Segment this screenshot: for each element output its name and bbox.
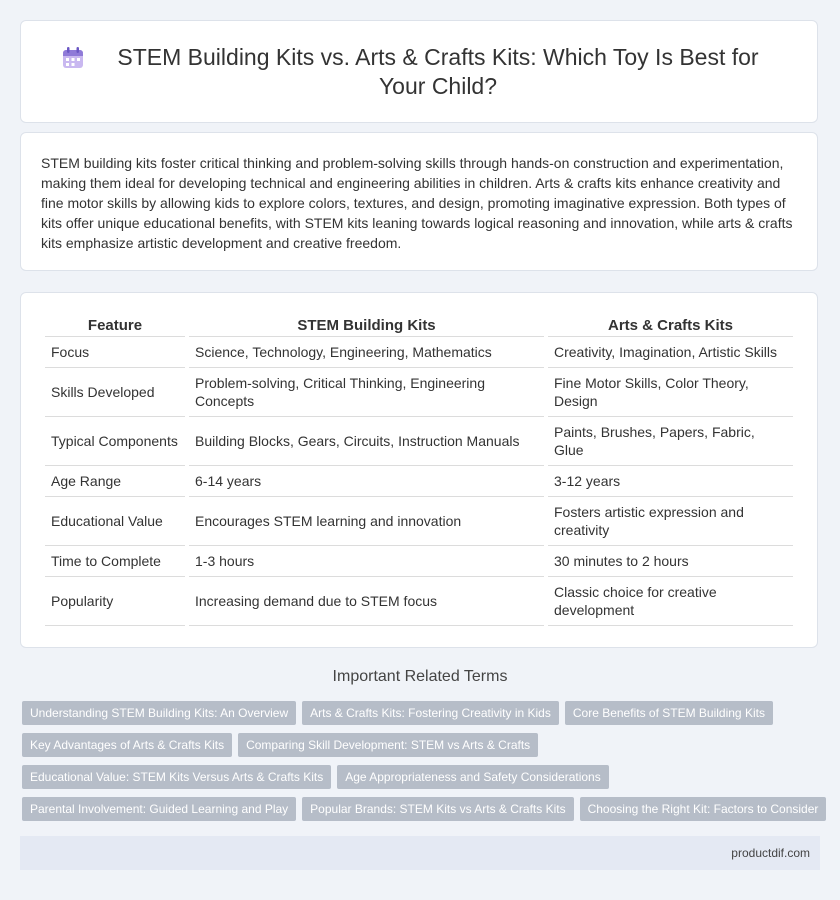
cell-arts: Paints, Brushes, Papers, Fabric, Glue: [548, 417, 793, 466]
tag-row: [22, 733, 822, 757]
table-row: [45, 497, 793, 546]
tag-row: [22, 701, 822, 725]
calendar-icon: [61, 46, 85, 70]
cell-feature: Skills Developed: [45, 368, 185, 417]
table-row: [45, 368, 793, 417]
footer-site-link[interactable]: productdif.com: [731, 846, 810, 860]
cell-feature: Educational Value: [45, 497, 185, 546]
cell-arts: Fine Motor Skills, Color Theory, Design: [548, 368, 793, 417]
header-card: [20, 20, 818, 123]
table-row: [45, 466, 793, 497]
related-terms-title: Important Related Terms: [332, 668, 508, 685]
cell-feature: Popularity: [45, 577, 185, 626]
comparison-table-card: [20, 292, 818, 648]
cell-stem: Building Blocks, Gears, Circuits, Instruction Manuals: [189, 417, 544, 466]
related-tag[interactable]: Understanding STEM Building Kits: An Overview: [22, 701, 296, 725]
related-tag[interactable]: Arts & Crafts Kits: Fostering Creativity in Kids: [302, 701, 559, 725]
cell-stem: Science, Technology, Engineering, Mathematics: [189, 337, 544, 368]
cell-arts: 30 minutes to 2 hours: [548, 546, 793, 577]
header-arts: Arts & Crafts Kits: [548, 309, 793, 337]
cell-arts: 3-12 years: [548, 466, 793, 497]
related-tag[interactable]: Key Advantages of Arts & Crafts Kits: [22, 733, 232, 757]
related-tag[interactable]: Educational Value: STEM Kits Versus Arts & Crafts Kits: [22, 765, 331, 789]
cell-feature: Focus: [45, 337, 185, 368]
table-row: [45, 417, 793, 466]
cell-stem: 6-14 years: [189, 466, 544, 497]
footer: [20, 836, 820, 870]
table-header-row: [45, 309, 793, 337]
header-inner: [61, 43, 777, 101]
related-tag[interactable]: Core Benefits of STEM Building Kits: [565, 701, 773, 725]
tag-row: [22, 797, 822, 821]
cell-arts: Creativity, Imagination, Artistic Skills: [548, 337, 793, 368]
cell-feature: Age Range: [45, 466, 185, 497]
cell-feature: Typical Components: [45, 417, 185, 466]
table-row: [45, 337, 793, 368]
cell-stem: Increasing demand due to STEM focus: [189, 577, 544, 626]
comparison-table: [41, 309, 797, 626]
table-row: [45, 577, 793, 626]
related-tag[interactable]: Comparing Skill Development: STEM vs Arts & Crafts: [238, 733, 538, 757]
cell-stem: Problem-solving, Critical Thinking, Engineering Concepts: [189, 368, 544, 417]
cell-arts: Classic choice for creative development: [548, 577, 793, 626]
related-tag[interactable]: Age Appropriateness and Safety Considerations: [337, 765, 609, 789]
header-feature: Feature: [45, 309, 185, 337]
related-terms-tags: [22, 701, 822, 829]
header-stem: STEM Building Kits: [189, 309, 544, 337]
summary-card: [20, 132, 818, 271]
cell-feature: Time to Complete: [45, 546, 185, 577]
cell-stem: Encourages STEM learning and innovation: [189, 497, 544, 546]
related-tag[interactable]: Popular Brands: STEM Kits vs Arts & Crafts Kits: [302, 797, 573, 821]
related-tag[interactable]: Parental Involvement: Guided Learning and Play: [22, 797, 296, 821]
cell-arts: Fosters artistic expression and creativity: [548, 497, 793, 546]
related-tag[interactable]: Choosing the Right Kit: Factors to Consider: [580, 797, 827, 821]
page-title: STEM Building Kits vs. Arts & Crafts Kits: Which Toy Is Best for Your Child?: [117, 43, 759, 99]
table-row: [45, 546, 793, 577]
cell-stem: 1-3 hours: [189, 546, 544, 577]
tag-row: [22, 765, 822, 789]
summary-text: STEM building kits foster critical thinking and problem-solving skills through hands-on construction and experimentation, making them ideal for developing technical and engineering abilities in children. Arts & crafts kits enhance creativity and fine motor skills by allowing kids to explore colors, textures, and design, promoting imaginative expression. Both types of kits offer unique educational benefits, with STEM kits leaning towards logical reasoning and innovation, while arts & crafts kits emphasize artistic development and creative freedom.: [41, 155, 793, 251]
